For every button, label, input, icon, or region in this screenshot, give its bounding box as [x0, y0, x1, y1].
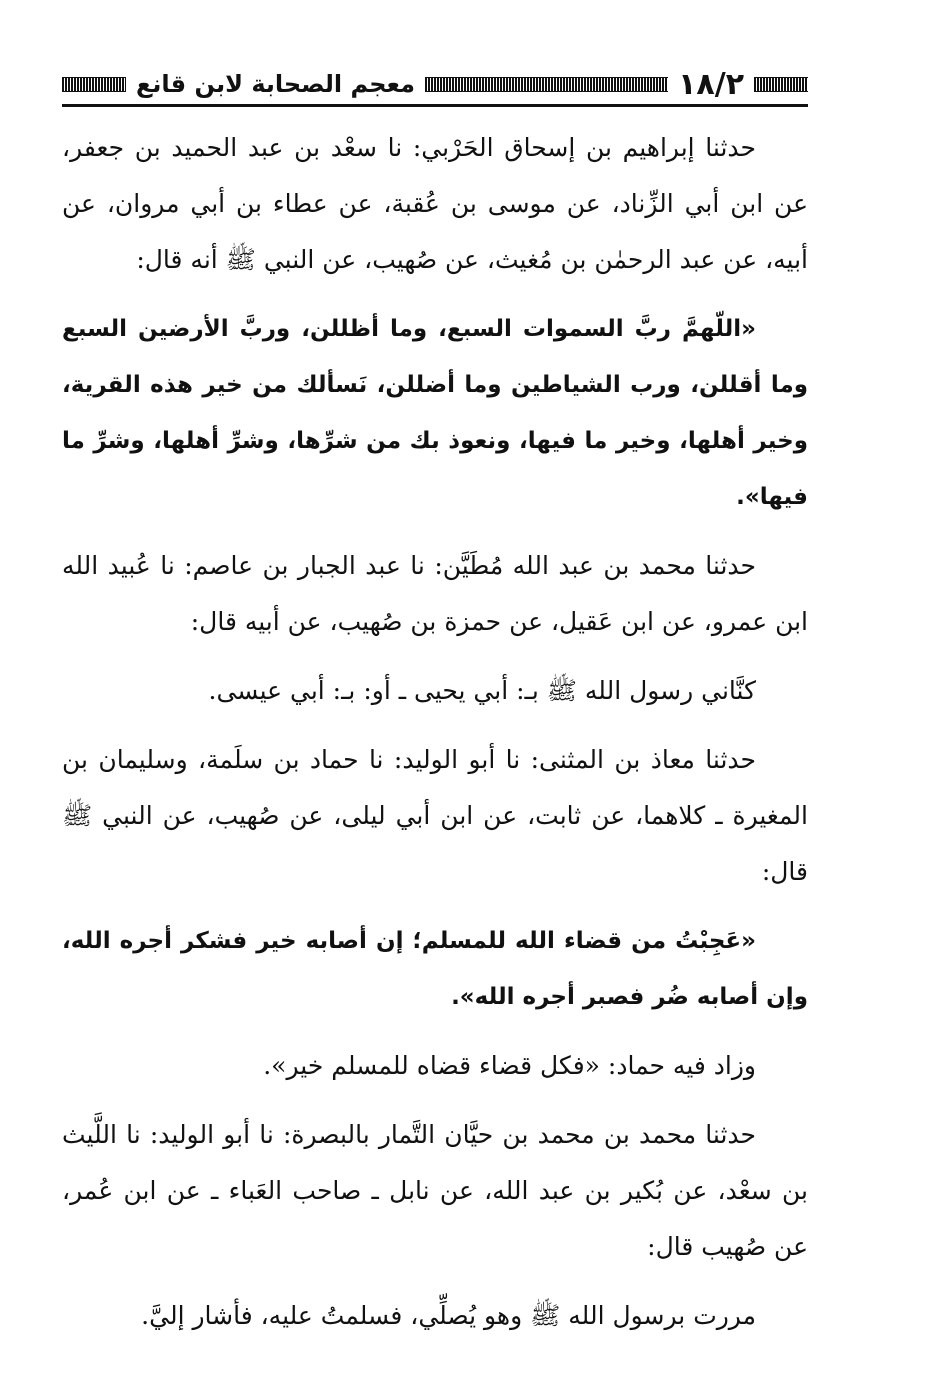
header-rule — [62, 104, 808, 107]
header-ornament-left — [62, 77, 126, 92]
hadith-isnad-paragraph: حدثنا إبراهيم بن إسحاق الحَرْبي: نا سعْد بن عبد الحميد بن جعفر، عن ابن أبي الزِّناد، عن موسى بن عُقبة، عن عطاء بن أبي مروان، عن أبيه، عن عبد الرحمٰن بن مُغيث، عن صُهيب، عن النبي ﷺ أنه قال: — [62, 133, 808, 274]
header-ornament-middle — [425, 77, 668, 92]
header-ornament-right — [754, 77, 808, 92]
hadith-text-quote: «اللّهمَّ ربَّ السموات السبع، وما أظللن، وربَّ الأرضين السبع وما أقللن، ورب الشياطين وما أضللن، نَسألك من خير هذه القرية، وخير أهلها، وخير ما فيها، ونعوذ بك من شرِّها، وشرِّ أهلها، وشرِّ ما فيها». — [62, 316, 808, 510]
page-number: ١٨/٢ — [678, 66, 744, 102]
hadith-addition-paragraph: وزاد فيه حماد: «فكل قضاء قضاه للمسلم خير». — [263, 1051, 756, 1080]
hadith-text-paragraph: مررت برسول الله ﷺ وهو يُصلِّي، فسلمتُ عليه، فأشار إليَّ. — [141, 1301, 756, 1330]
running-title: معجم الصحابة لابن قانع — [136, 70, 415, 98]
hadith-text-quote: «عَجِبْتُ من قضاء الله للمسلم؛ إن أصابه خير فشكر أجره الله، وإن أصابه ضُر فصبر أجره الله». — [62, 928, 808, 1010]
hadith-isnad-paragraph: حدثنا محمد بن عبد الله مُطَيَّن: نا عبد الجبار بن عاصم: نا عُبيد الله ابن عمرو، عن ابن عَقيل، عن حمزة بن صُهيب، عن أبيه قال: — [62, 551, 808, 636]
hadith-text-paragraph: كنَّاني رسول الله ﷺ بـ: أبي يحيى ـ أو: بـ: أبي عيسى. — [208, 676, 756, 705]
page-body — [62, 120, 808, 1357]
hadith-isnad-paragraph: حدثنا محمد بن محمد بن حيَّان التَّمار بالبصرة: نا أبو الوليد: نا اللَّيث بن سعْد، عن بُكير بن عبد الله، عن نابل ـ صاحب العَباء ـ عن ابن عُمر، عن صُهيب قال: — [62, 1120, 808, 1261]
hadith-isnad-paragraph: حدثنا معاذ بن المثنى: نا أبو الوليد: نا حماد بن سلَمة، وسليمان بن المغيرة ـ كلاهما، عن ثابت، عن ابن أبي ليلى، عن صُهيب، عن النبي ﷺ قال: — [62, 745, 808, 886]
running-header — [62, 66, 808, 102]
